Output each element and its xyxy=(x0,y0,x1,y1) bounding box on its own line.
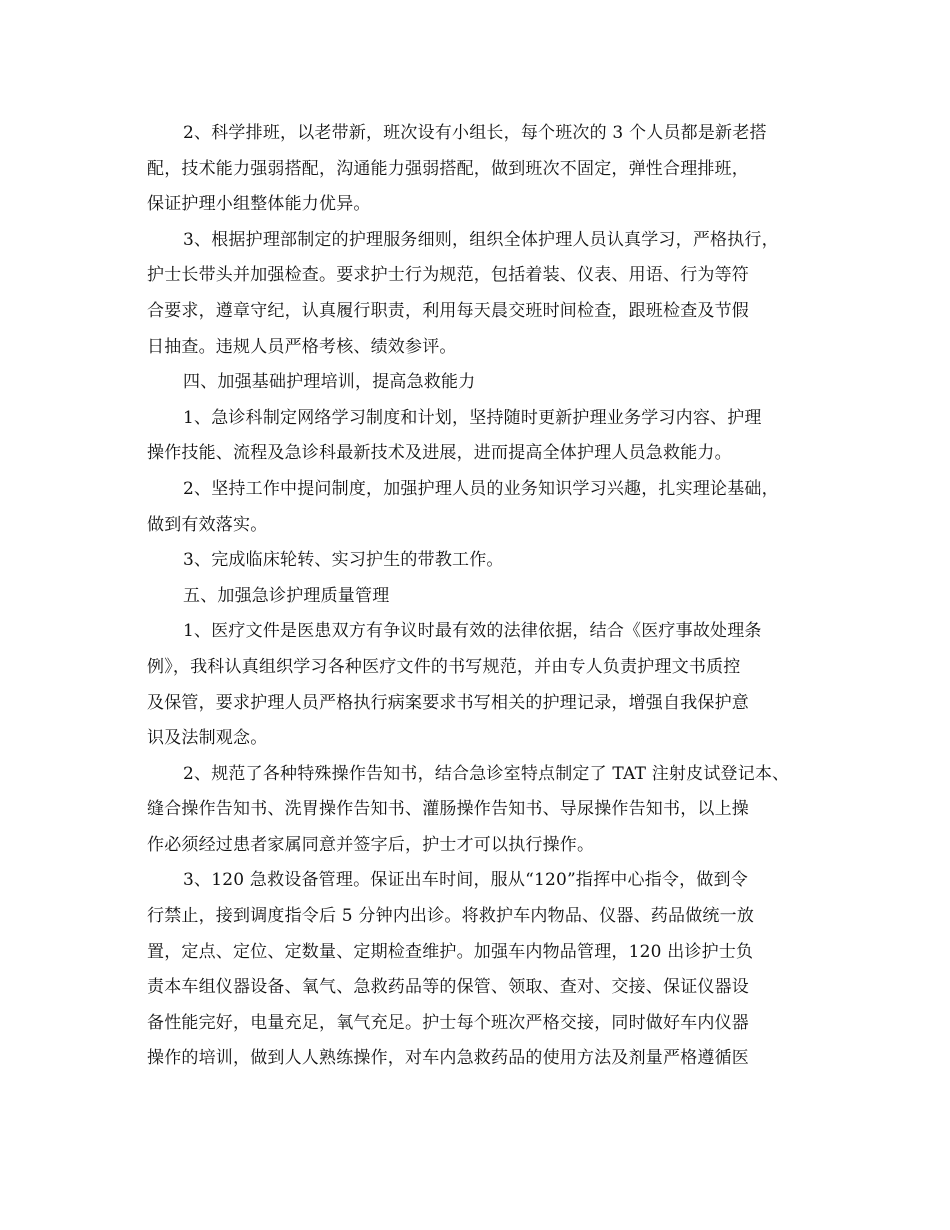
text-line: 做到有效落实。 xyxy=(147,514,268,535)
document-body xyxy=(147,116,817,1077)
text-line: 保证护理小组整体能力优异。 xyxy=(147,194,371,215)
text-line: 3、120 急救设备管理。保证出车时间，服从“120”指挥中心指令，做到令 xyxy=(183,870,748,891)
text-line: 护士长带头并加强检查。要求护士行为规范，包括着装、仪表、用语、行为等符 xyxy=(147,265,749,286)
text-line: 1、急诊科制定网络学习制度和计划，坚持随时更新护理业务学习内容、护理 xyxy=(183,407,762,428)
text-line: 日抽查。违规人员严格考核、绩效参评。 xyxy=(147,336,457,357)
text-line: 2、坚持工作中提问制度，加强护理人员的业务知识学习兴趣，扎实理论基础， xyxy=(183,478,779,499)
text-line: 3、根据护理部制定的护理服务细则，组织全体护理人员认真学习，严格执行， xyxy=(183,229,779,250)
section-heading: 四、加强基础护理培训，提高急救能力 xyxy=(183,372,476,393)
text-line: 操作的培训，做到人人熟练操作，对车内急救药品的使用方法及剂量严格遵循医 xyxy=(147,1048,749,1069)
text-line: 2、规范了各种特殊操作告知书，结合急诊室特点制定了 TAT 注射皮试登记本、 xyxy=(183,763,790,784)
paragraph-online-learning xyxy=(147,401,817,472)
text-line: 责本车组仪器设备、氧气、急救药品等的保管、领取、查对、交接、保证仪器设 xyxy=(147,977,749,998)
paragraph-ambulance-equipment xyxy=(147,863,817,1077)
section-heading: 五、加强急诊护理质量管理 xyxy=(183,585,390,606)
text-line: 缝合操作告知书、洗胃操作告知书、灌肠操作告知书、导尿操作告知书，以上操 xyxy=(147,799,749,820)
text-line: 例》，我科认真组织学习各种医疗文件的书写规范，并由专人负责护理文书质控 xyxy=(147,656,741,677)
text-line: 2、科学排班，以老带新，班次设有小组长，每个班次的 3 个人员都是新老搭 xyxy=(183,123,767,143)
section-heading-training xyxy=(147,365,817,401)
text-line: 及保管，要求护理人员严格执行病案要求书写相关的护理记录，增强自我保护意 xyxy=(147,692,749,713)
text-line: 1、医疗文件是医患双方有争议时最有效的法律依据，结合《医疗事故处理条 xyxy=(183,621,762,642)
text-line: 合要求，遵章守纪，认真履行职责，利用每天晨交班时间检查，跟班检查及节假 xyxy=(147,300,749,321)
paragraph-medical-records xyxy=(147,614,817,756)
paragraph-teaching xyxy=(147,543,817,579)
text-line: 配，技术能力强弱搭配，沟通能力强弱搭配，做到班次不固定，弹性合理排班， xyxy=(147,158,749,179)
text-line: 操作技能、流程及急诊科最新技术及进展，进而提高全体护理人员急救能力。 xyxy=(147,443,732,464)
text-line: 备性能完好，电量充足，氧气充足。护士每个班次严格交接，同时做好车内仪器 xyxy=(147,1012,749,1033)
text-line: 行禁止，接到调度指令后 5 分钟内出诊。将救护车内物品、仪器、药品做统一放 xyxy=(147,906,755,927)
paragraph-scheduling xyxy=(147,116,817,223)
text-line: 作必须经过患者家属同意并签字后，护士才可以执行操作。 xyxy=(147,834,595,855)
text-line: 置，定点、定位、定数量、定期检查维护。加强车内物品管理，120 出诊护士负 xyxy=(147,941,754,962)
text-line: 3、完成临床轮转、实习护生的带教工作。 xyxy=(183,550,504,571)
text-line: 识及法制观念。 xyxy=(147,728,268,749)
paragraph-questioning xyxy=(147,472,817,543)
paragraph-consent-forms xyxy=(147,757,817,864)
paragraph-service-rules xyxy=(147,223,817,365)
section-heading-quality xyxy=(147,579,817,615)
